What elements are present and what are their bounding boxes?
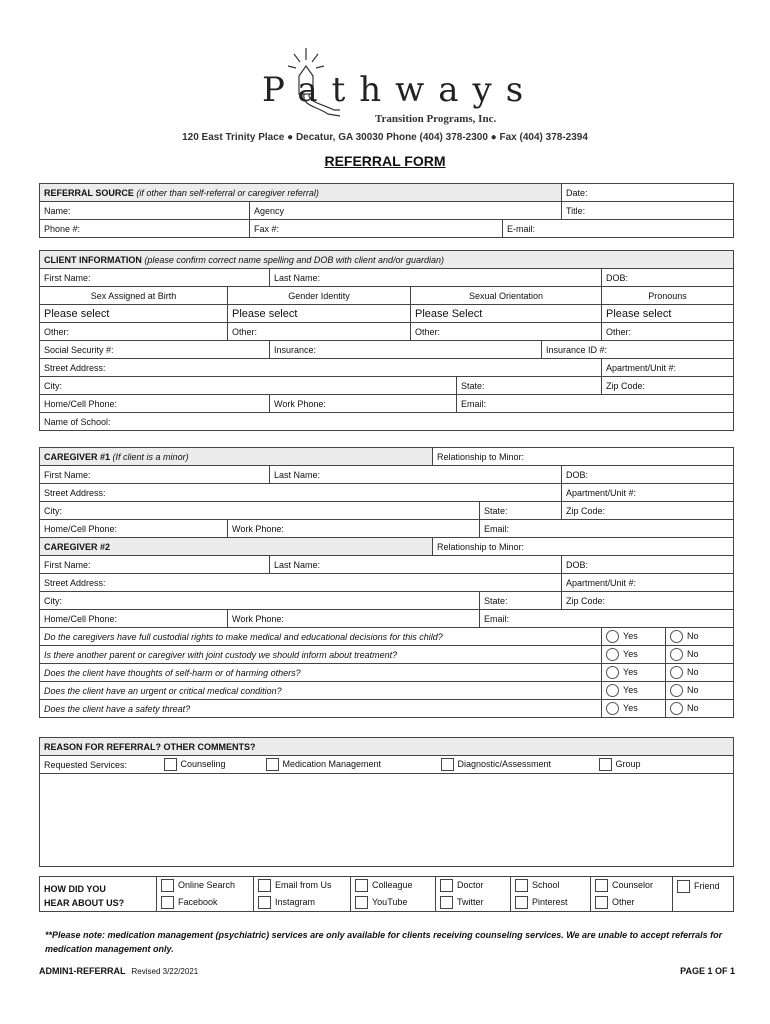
client-state-field[interactable]: State: bbox=[457, 377, 602, 395]
cg1-email-field[interactable]: Email: bbox=[480, 520, 734, 538]
gender-other-field[interactable]: Other: bbox=[228, 323, 411, 341]
client-city-field[interactable]: City: bbox=[40, 377, 457, 395]
school-checkbox[interactable]: School bbox=[511, 877, 591, 895]
comments-textarea[interactable] bbox=[40, 774, 734, 867]
client-apt-field[interactable]: Apartment/Unit #: bbox=[602, 359, 734, 377]
friend-checkbox[interactable]: Friend bbox=[673, 877, 734, 912]
email-field[interactable]: E-mail: bbox=[503, 220, 734, 238]
cg2-email-field[interactable]: Email: bbox=[480, 610, 734, 628]
hear-about-table bbox=[39, 876, 734, 912]
checkbox-icon[interactable] bbox=[266, 758, 279, 771]
name-field[interactable]: Name: bbox=[40, 202, 250, 220]
cg1-apt-field[interactable]: Apartment/Unit #: bbox=[562, 484, 734, 502]
revised-date: Revised 3/22/2021 bbox=[131, 967, 199, 976]
checkbox-icon[interactable] bbox=[677, 880, 690, 893]
cg2-last-name-field[interactable]: Last Name: bbox=[270, 556, 562, 574]
client-street-field[interactable]: Street Address: bbox=[40, 359, 602, 377]
cg1-state-field[interactable]: State: bbox=[480, 502, 562, 520]
pronouns-other-field[interactable]: Other: bbox=[602, 323, 734, 341]
insurance-field[interactable]: Insurance: bbox=[270, 341, 542, 359]
q3-yes-radio[interactable]: Yes bbox=[602, 664, 666, 682]
client-first-name-field[interactable]: First Name: bbox=[40, 269, 270, 287]
radio-icon[interactable] bbox=[606, 630, 619, 643]
date-field[interactable]: Date: bbox=[562, 184, 734, 202]
checkbox-icon[interactable] bbox=[355, 896, 368, 909]
checkbox-icon[interactable] bbox=[595, 896, 608, 909]
client-info-table bbox=[39, 250, 734, 431]
orientation-label: Sexual Orientation bbox=[411, 287, 602, 305]
checkbox-icon[interactable] bbox=[161, 879, 174, 892]
online-search-checkbox[interactable]: Online Search bbox=[157, 877, 254, 895]
cg1-first-name-field[interactable]: First Name: bbox=[40, 466, 270, 484]
cg2-city-field[interactable]: City: bbox=[40, 592, 480, 610]
cg2-work-phone-field[interactable]: Work Phone: bbox=[228, 610, 480, 628]
cg1-street-field[interactable]: Street Address: bbox=[40, 484, 562, 502]
phone-field[interactable]: Phone #: bbox=[40, 220, 250, 238]
cg2-first-name-field[interactable]: First Name: bbox=[40, 556, 270, 574]
checkbox-icon[interactable] bbox=[258, 879, 271, 892]
checkbox-icon[interactable] bbox=[599, 758, 612, 771]
colleague-checkbox[interactable]: Colleague bbox=[351, 877, 436, 895]
q5-no-radio[interactable]: No bbox=[666, 700, 734, 718]
referral-source-header: REFERRAL SOURCE (if other than self-referral or caregiver referral) bbox=[40, 184, 562, 202]
q1-no-radio[interactable]: No bbox=[666, 628, 734, 646]
question-1: Do the caregivers have full custodial rights to make medical and educational decisions for this child? bbox=[40, 628, 602, 646]
other-checkbox[interactable]: Other bbox=[591, 894, 673, 912]
page-number: PAGE 1 OF 1 bbox=[680, 966, 735, 976]
q5-yes-radio[interactable]: Yes bbox=[602, 700, 666, 718]
agency-field[interactable]: Agency bbox=[250, 202, 562, 220]
cg2-state-field[interactable]: State: bbox=[480, 592, 562, 610]
checkbox-icon[interactable] bbox=[355, 879, 368, 892]
ssn-field[interactable]: Social Security #: bbox=[40, 341, 270, 359]
radio-icon[interactable] bbox=[606, 684, 619, 697]
radio-icon[interactable] bbox=[670, 684, 683, 697]
sex-other-field[interactable]: Other: bbox=[40, 323, 228, 341]
referral-source-table bbox=[39, 183, 734, 238]
q2-no-radio[interactable]: No bbox=[666, 646, 734, 664]
counselor-checkbox[interactable]: Counselor bbox=[591, 877, 673, 895]
reason-table bbox=[39, 737, 734, 867]
checkbox-icon[interactable] bbox=[515, 896, 528, 909]
client-email-field[interactable]: Email: bbox=[457, 395, 734, 413]
title-field[interactable]: Title: bbox=[562, 202, 734, 220]
checkbox-icon[interactable] bbox=[441, 758, 454, 771]
doctor-checkbox[interactable]: Doctor bbox=[436, 877, 511, 895]
fax-field[interactable]: Fax #: bbox=[250, 220, 503, 238]
cg1-last-name-field[interactable]: Last Name: bbox=[270, 466, 562, 484]
caregiver-table bbox=[39, 447, 734, 718]
client-work-phone-field[interactable]: Work Phone: bbox=[270, 395, 457, 413]
pinterest-checkbox[interactable]: Pinterest bbox=[511, 894, 591, 912]
q4-no-radio[interactable]: No bbox=[666, 682, 734, 700]
twitter-checkbox[interactable]: Twitter bbox=[436, 894, 511, 912]
radio-icon[interactable] bbox=[606, 702, 619, 715]
client-home-phone-field[interactable]: Home/Cell Phone: bbox=[40, 395, 270, 413]
radio-icon[interactable] bbox=[670, 702, 683, 715]
caregiver1-header: CAREGIVER #1 (If client is a minor) bbox=[40, 448, 433, 466]
q2-yes-radio[interactable]: Yes bbox=[602, 646, 666, 664]
school-field[interactable]: Name of School: bbox=[40, 413, 734, 431]
radio-icon[interactable] bbox=[606, 648, 619, 661]
question-2: Is there another parent or caregiver with joint custody we should inform about treatment? bbox=[40, 646, 602, 664]
client-zip-field[interactable]: Zip Code: bbox=[602, 377, 734, 395]
checkbox-icon[interactable] bbox=[164, 758, 177, 771]
counseling-checkbox[interactable]: Counseling bbox=[160, 756, 262, 774]
checkbox-icon[interactable] bbox=[258, 896, 271, 909]
reason-header: REASON FOR REFERRAL? OTHER COMMENTS? bbox=[40, 738, 734, 756]
requested-services-label: Requested Services: bbox=[40, 756, 160, 774]
caregiver1-relationship-field[interactable]: Relationship to Minor: bbox=[433, 448, 734, 466]
client-last-name-field[interactable]: Last Name: bbox=[270, 269, 602, 287]
sex-label: Sex Assigned at Birth bbox=[40, 287, 228, 305]
medication-note: **Please note: medication management (psychiatric) services are only available for clients receiving counseling services. We are unable to accept referrals for medication management only. bbox=[45, 930, 723, 954]
form-id: ADMIN1-REFERRAL Revised 3/22/2021 bbox=[39, 966, 199, 976]
question-5: Does the client have a safety threat? bbox=[40, 700, 602, 718]
orientation-other-field[interactable]: Other: bbox=[411, 323, 602, 341]
checkbox-icon[interactable] bbox=[440, 896, 453, 909]
cg1-zip-field[interactable]: Zip Code: bbox=[562, 502, 734, 520]
question-3: Does the client have thoughts of self-harm or of harming others? bbox=[40, 664, 602, 682]
radio-icon[interactable] bbox=[670, 666, 683, 679]
email-from-us-checkbox[interactable]: Email from Us bbox=[254, 877, 351, 895]
pronouns-select[interactable]: Please select bbox=[602, 305, 734, 323]
cg1-home-phone-field[interactable]: Home/Cell Phone: bbox=[40, 520, 228, 538]
gender-select[interactable]: Please select bbox=[228, 305, 411, 323]
instagram-checkbox[interactable]: Instagram bbox=[254, 894, 351, 912]
diagnostic-checkbox[interactable]: Diagnostic/Assessment bbox=[437, 756, 595, 774]
pronouns-label: Pronouns bbox=[602, 287, 734, 305]
group-checkbox[interactable]: Group bbox=[595, 756, 734, 774]
logo-subtitle: Transition Programs, Inc. bbox=[375, 113, 497, 125]
youtube-checkbox[interactable]: YouTube bbox=[351, 894, 436, 912]
client-dob-field[interactable]: DOB: bbox=[602, 269, 734, 287]
cg2-street-field[interactable]: Street Address: bbox=[40, 574, 562, 592]
checkbox-icon[interactable] bbox=[440, 879, 453, 892]
radio-icon[interactable] bbox=[606, 666, 619, 679]
cg2-dob-field[interactable]: DOB: bbox=[562, 556, 734, 574]
medication-checkbox[interactable]: Medication Management bbox=[262, 756, 437, 774]
orientation-select[interactable]: Please Select bbox=[411, 305, 602, 323]
cg2-home-phone-field[interactable]: Home/Cell Phone: bbox=[40, 610, 228, 628]
page-title: REFERRAL FORM bbox=[324, 153, 446, 169]
q3-no-radio[interactable]: No bbox=[666, 664, 734, 682]
insurance-id-field[interactable]: Insurance ID #: bbox=[542, 341, 734, 359]
cg2-apt-field[interactable]: Apartment/Unit #: bbox=[562, 574, 734, 592]
checkbox-icon[interactable] bbox=[595, 879, 608, 892]
radio-icon[interactable] bbox=[670, 630, 683, 643]
cg1-work-phone-field[interactable]: Work Phone: bbox=[228, 520, 480, 538]
client-info-header: CLIENT INFORMATION (please confirm correct name spelling and DOB with client and/or guardian) bbox=[40, 251, 734, 269]
cg1-dob-field[interactable]: DOB: bbox=[562, 466, 734, 484]
q4-yes-radio[interactable]: Yes bbox=[602, 682, 666, 700]
cg2-zip-field[interactable]: Zip Code: bbox=[562, 592, 734, 610]
caregiver2-header: CAREGIVER #2 bbox=[40, 538, 433, 556]
question-4: Does the client have an urgent or critical medical condition? bbox=[40, 682, 602, 700]
q1-yes-radio[interactable]: Yes bbox=[602, 628, 666, 646]
cg1-city-field[interactable]: City: bbox=[40, 502, 480, 520]
caregiver2-relationship-field[interactable]: Relationship to Minor: bbox=[433, 538, 734, 556]
contact-address: 120 East Trinity Place ● Decatur, GA 30030 Phone (404) 378-2300 ● Fax (404) 378-2394 bbox=[182, 132, 588, 143]
sex-select[interactable]: Please select bbox=[40, 305, 228, 323]
hear-about-header: HOW DID YOU HEAR ABOUT US? bbox=[40, 877, 157, 912]
gender-label: Gender Identity bbox=[228, 287, 411, 305]
radio-icon[interactable] bbox=[670, 648, 683, 661]
facebook-checkbox[interactable]: Facebook bbox=[157, 894, 254, 912]
checkbox-icon[interactable] bbox=[515, 879, 528, 892]
logo-wordmark: Pathways bbox=[262, 70, 538, 110]
checkbox-icon[interactable] bbox=[161, 896, 174, 909]
